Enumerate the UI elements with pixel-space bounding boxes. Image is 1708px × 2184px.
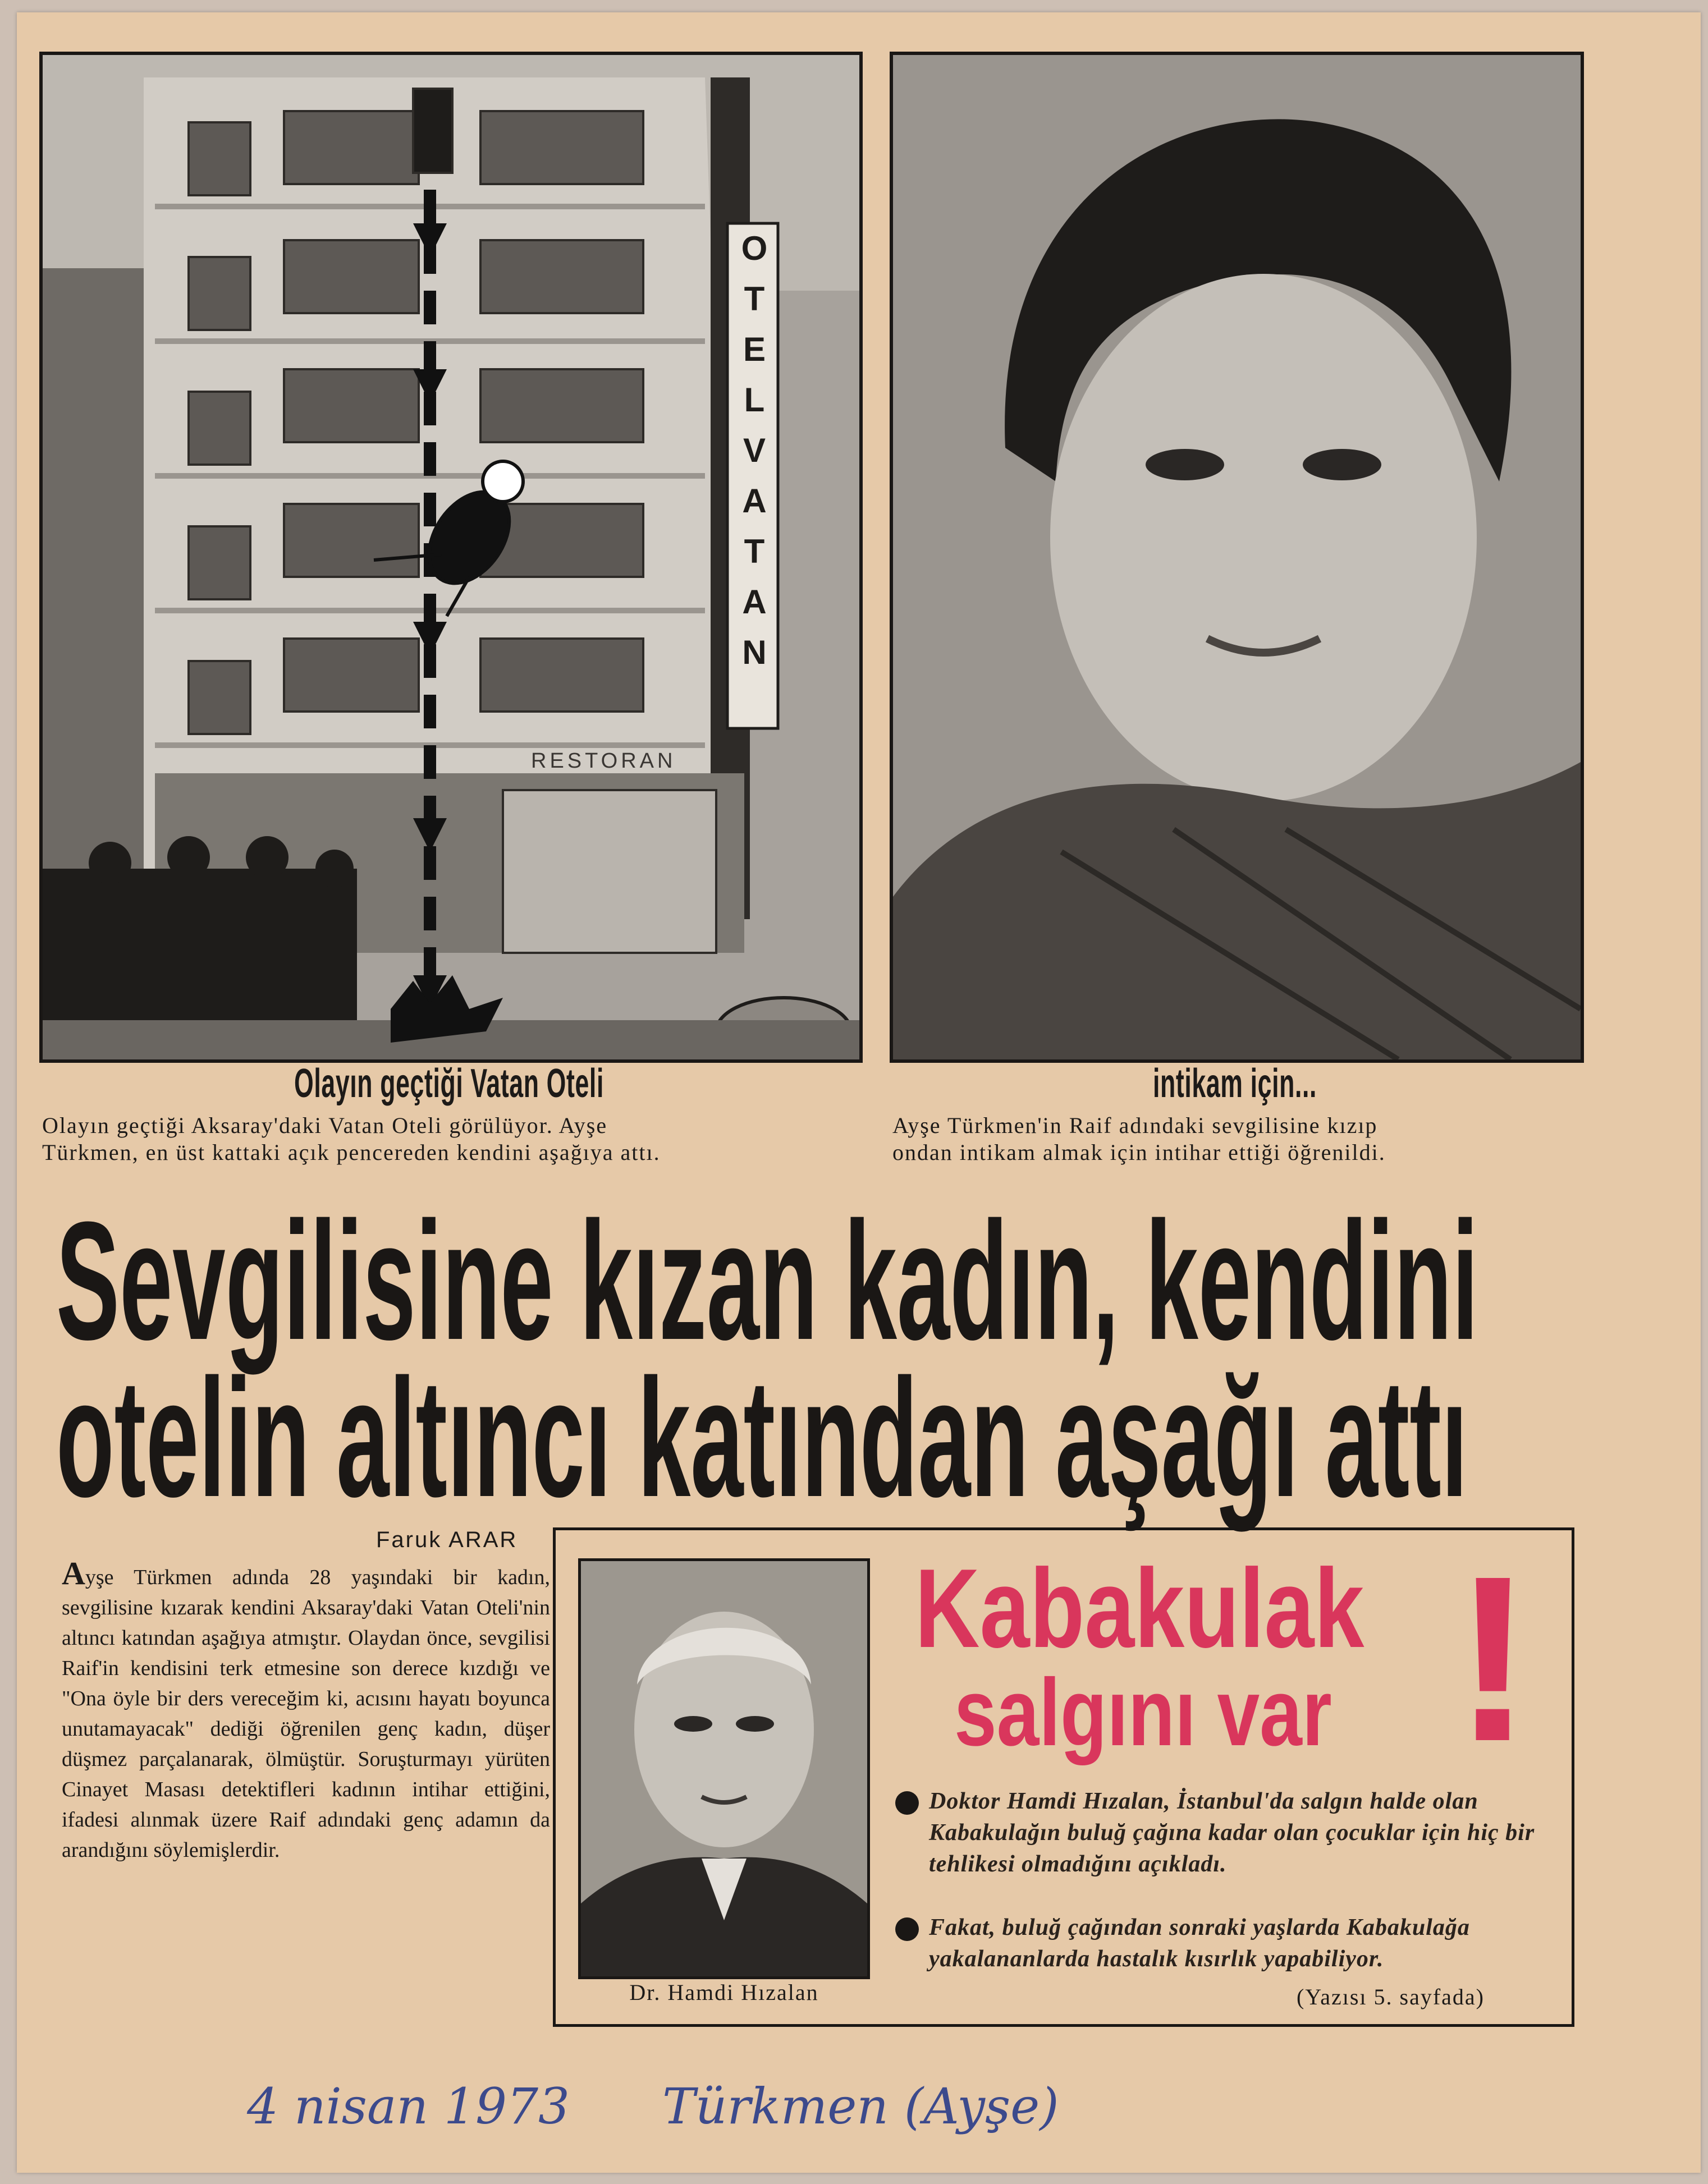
hotel-vertical-sign: [732, 223, 777, 678]
sign-letter: L: [744, 381, 765, 419]
article-body: [62, 1555, 550, 1865]
sign-letter: O: [741, 230, 768, 267]
caption-line: Ayşe Türkmen'in Raif adındaki sevgilisine kızıp: [892, 1113, 1378, 1138]
doctor-photo-caption: Dr. Hamdi Hızalan: [629, 1980, 819, 2005]
article-text: yşe Türkmen adında 28 yaşındaki bir kadın, sevgilisine kızarak kendini Aksaray'daki Vatan Oteli'nin altıncı katından aşağıya atmıştır. Olaydan önce, sevgilisi Raif'in kendisini terk etmesine son derece kızdığı ve "Ona öyle bir ders vereceğim ki, acısını hayatı boyunca unutamayacak" dediği öğrenilen genç kadın, düşer düşmez parçalanarak, ölmüştür. Soruşturmayı yürüten Cinayet Masası detektifleri kadının intihar ettiğini, ifadesi alınmak üzere Raif adındaki genç adamın da arandığını söylemişlerdir.: [62, 1566, 550, 1862]
hotel-caption-text: [42, 1112, 862, 1166]
newspaper-clipping: [17, 12, 1701, 2173]
woman-portrait-illustration: [893, 55, 1581, 1059]
sign-letter: V: [743, 432, 766, 469]
caption-line: ondan intikam almak için intihar ettiği öğrenildi.: [892, 1140, 1386, 1165]
main-headline-line1: Sevgilisine kızan kadın, kendini: [56, 1186, 1478, 1375]
handwritten-date: 4 nisan 1973: [247, 2077, 570, 2135]
caption-line: Olayın geçtiği Aksaray'daki Vatan Oteli görülüyor. Ayşe: [42, 1113, 608, 1138]
sidebar-headline-line2: salgını var: [954, 1659, 1332, 1766]
sign-letter: N: [742, 634, 767, 671]
mumps-sidebar-box: [553, 1527, 1574, 2027]
sign-letter: T: [744, 280, 765, 318]
woman-portrait-photo: [890, 52, 1584, 1063]
bullet-icon: [895, 1791, 919, 1815]
caption-line: Türkmen, en üst kattaki açık pencereden kendini aşağıya attı.: [42, 1140, 661, 1165]
continued-note: (Yazısı 5. sayfada): [1297, 1984, 1485, 2009]
doctor-portrait-illustration: [581, 1561, 867, 1976]
sign-letter: A: [742, 482, 767, 520]
byline: Faruk ARAR: [376, 1527, 518, 1552]
exclamation-mark: !: [1454, 1527, 1532, 1791]
hotel-photo: [39, 52, 863, 1063]
sign-letter: T: [744, 533, 765, 570]
sidebar-headline-line1: Kabakulak: [915, 1546, 1364, 1671]
doctor-portrait-photo: [578, 1558, 870, 1979]
restoran-sign: RESTORAN: [531, 749, 676, 773]
main-headline-line2: otelin altıncı katından aşağı attı: [56, 1343, 1468, 1532]
hotel-caption-title: Olayın geçtiği Vatan Oteli: [294, 1061, 604, 1106]
sign-letter: A: [742, 583, 767, 621]
dropcap: A: [62, 1555, 85, 1591]
bullet-icon: [895, 1917, 919, 1941]
sign-letter: E: [743, 331, 766, 368]
sidebar-bullet-2: Fakat, buluğ çağından sonraki yaşlarda Kabakulağa yakalananlarda hastalık kısırlık yapabiliyor.: [929, 1915, 1470, 1972]
handwritten-name: Türkmen (Ayşe): [662, 2077, 1059, 2135]
sidebar-bullet-1: Doktor Hamdi Hızalan, İstanbul'da salgın halde olan Kabakulağın buluğ çağına kadar olan çocuklar için hiç bir tehlikesi olmadığını açıkladı.: [929, 1788, 1535, 1877]
portrait-caption-text: [892, 1112, 1611, 1166]
portrait-caption-title: intikam için...: [1152, 1061, 1317, 1106]
